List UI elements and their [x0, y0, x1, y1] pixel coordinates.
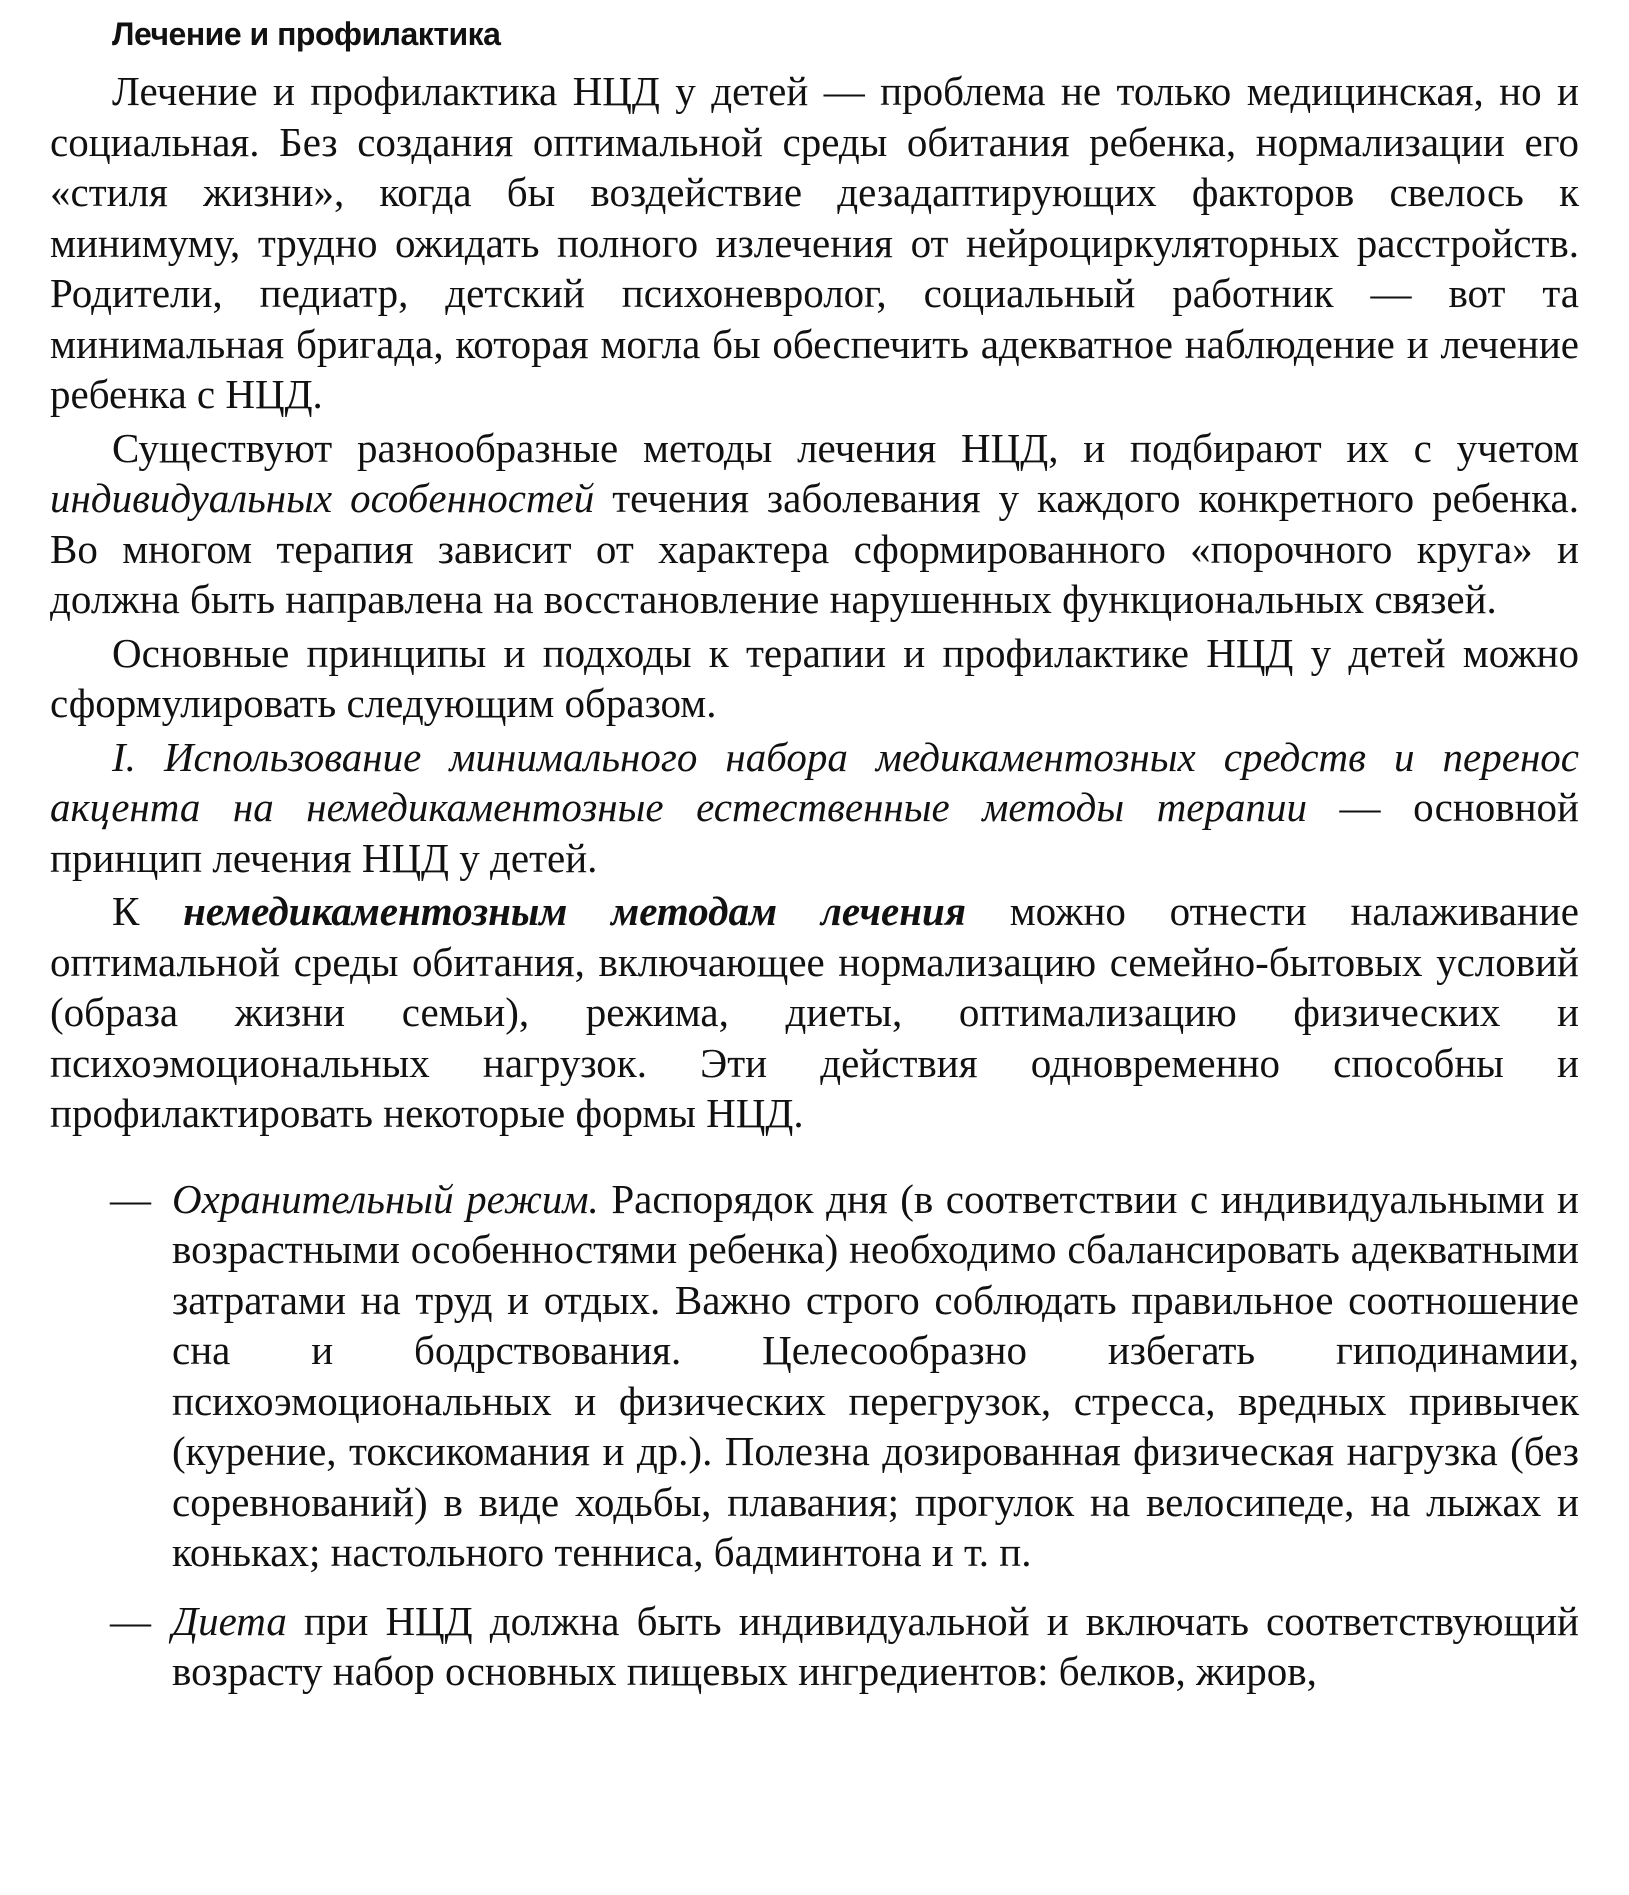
spacer [50, 1142, 1579, 1174]
paragraph-non-drug-text-b: можно отнести налаживание оптимальной среды обитания, включающее нормализацию семейно-бытовых условий (образа жизни семьи), режима, диеты, оптимализацию физических и психоэмоциональных нагрузок. Эти действия одновременно способны и профилактировать некоторые формы НЦД. [50, 888, 1580, 1136]
list-item-diet-title: Диета [172, 1597, 287, 1644]
paragraph-intro-text: Лечение и профилактика НЦД у детей — проблема не только медицинская, но и социальная. Без создания оптимальной среды обитания ребенка, нормализации его «стиля жизни», когда бы воздействие дезадаптирующих факторов свелось к минимуму, трудно ожидать полного излечения от нейроциркуляторных расстройств. Родители, педиатр, детский психоневролог, социальный работник — вот та минимальная бригада, которая могла бы обеспечить адекватное наблюдение и лечение ребенка с НЦД. [50, 68, 1579, 417]
list-dash: — [110, 1597, 151, 1644]
paragraph-intro [50, 66, 1579, 420]
paragraph-non-drug [50, 886, 1579, 1139]
paragraph-methods-text-a: Существуют разнообразные методы лечения НЦД, и подбирают их с учетом [112, 424, 1579, 471]
list-item-diet-text: при НЦД должна быть индивидуальной и включать соответствующий возрасту набор основных пищевых ингредиентов: белков, жиров, [172, 1597, 1579, 1694]
paragraph-non-drug-strong: немедикаментозным методам лечения [183, 888, 966, 934]
paragraph-non-drug-text-a: К [112, 888, 184, 934]
paragraph-methods-emphasis: индивидуальных особенностей [50, 475, 595, 521]
list-item-regime [110, 1174, 1579, 1578]
list-item-regime-title: Охранительный режим. [172, 1175, 599, 1222]
list-item-diet [110, 1596, 1579, 1697]
list-dash: — [110, 1175, 151, 1222]
paragraph-methods-text-b: течения заболевания у каждого конкретного ребенка. Во многом терапия зависит от характера сформированного «порочного круга» и должна быть направлена на восстановление нарушенных функциональных связей. [50, 475, 1579, 622]
paragraph-principle-one [50, 732, 1579, 884]
paragraph-methods [50, 423, 1579, 625]
paragraph-principles [50, 628, 1579, 729]
list-item-regime-text: Распорядок дня (в соответствии с индивидуальными и возрастными особенностями ребенка) необходимо сбалансировать адекватными затратами на труд и отдых. Важно строго соблюдать правильное соотношение сна и бодрствования. Целесообразно избегать гиподинамии, психоэмоциональных и физических перегрузок, стресса, вредных привычек (курение, токсикомания и др.). Полезна дозированная физическая нагрузка (без соревнований) в виде ходьбы, плавания; прогулок на велосипеде, на лыжах и коньках; настольного тенниса, бадминтона и т. п. [172, 1175, 1579, 1575]
principle-one-emphasis: I. Использование минимального набора медикаментозных средств и перенос акцента на немедикаментозные естественные методы терапии [50, 733, 1579, 830]
paragraph-principles-text: Основные принципы и подходы к терапии и профилактике НЦД у детей можно сформулировать следующим образом. [50, 629, 1579, 726]
principle-one-text: — основной принцип лечения НЦД у детей. [50, 784, 1579, 881]
section-heading: Лечение и профилактика [112, 16, 501, 52]
